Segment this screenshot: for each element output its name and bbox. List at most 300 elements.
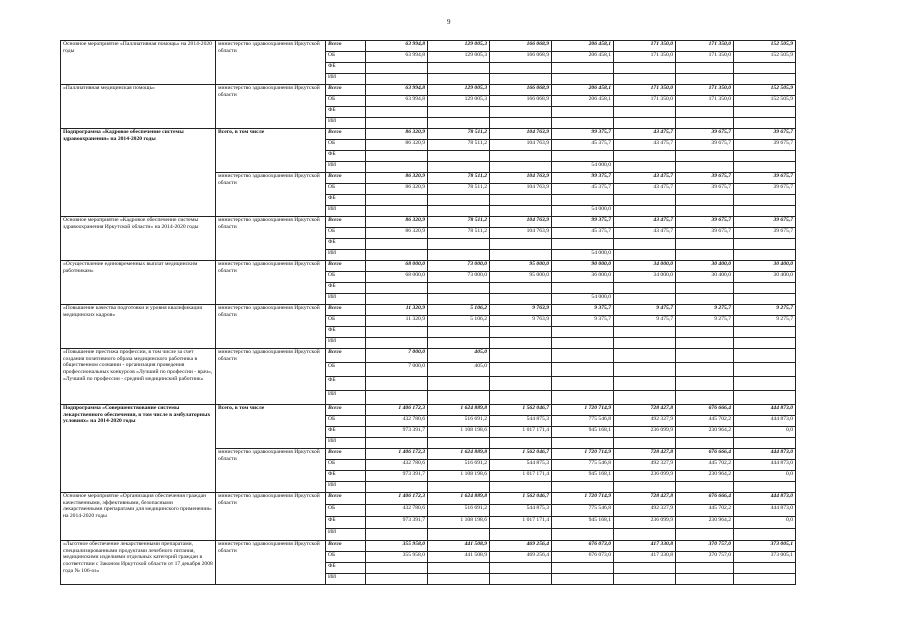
funding-source: ИИ bbox=[326, 574, 366, 585]
executor-cell: министерство здравоохранения Иркутской области bbox=[216, 349, 326, 405]
value-cell bbox=[366, 283, 428, 294]
value-cell: 43 475,7 bbox=[614, 140, 676, 151]
value-cell bbox=[552, 151, 614, 162]
funding-source: ФБ bbox=[326, 239, 366, 250]
value-cell: 39 675,7 bbox=[734, 173, 796, 184]
funding-source: ОБ bbox=[326, 140, 366, 151]
value-cell: 39 675,7 bbox=[676, 217, 734, 228]
page-number: 9 bbox=[447, 18, 451, 26]
value-cell bbox=[734, 107, 796, 118]
executor-cell: министерство здравоохранения Иркутской области bbox=[216, 261, 326, 305]
value-cell bbox=[734, 438, 796, 449]
value-cell: 432 780,6 bbox=[366, 505, 428, 517]
value-cell bbox=[552, 283, 614, 294]
value-cell: 78 511,2 bbox=[428, 129, 490, 140]
value-cell: 236 099,9 bbox=[614, 427, 676, 438]
value-cell: 5 106,2 bbox=[428, 316, 490, 327]
value-cell bbox=[552, 529, 614, 541]
table-row bbox=[61, 305, 796, 316]
value-cell: 370 757,0 bbox=[676, 541, 734, 552]
value-cell: 9 275,7 bbox=[734, 316, 796, 327]
value-cell: 36 000,0 bbox=[552, 272, 614, 283]
value-cell bbox=[552, 391, 614, 405]
value-cell: 544 875,3 bbox=[490, 505, 552, 517]
value-cell: 34 000,0 bbox=[614, 272, 676, 283]
executor-cell: Всего, в том числе bbox=[216, 129, 326, 173]
value-cell bbox=[552, 63, 614, 74]
funding-source: Всего bbox=[326, 41, 366, 52]
value-cell bbox=[366, 391, 428, 405]
value-cell bbox=[490, 239, 552, 250]
value-cell: 373 005,1 bbox=[734, 552, 796, 563]
value-cell: 99 375,7 bbox=[552, 129, 614, 140]
value-cell bbox=[366, 250, 428, 261]
value-cell: 1 624 889,8 bbox=[428, 493, 490, 505]
value-cell: 441 508,9 bbox=[428, 552, 490, 563]
funding-source: ОБ bbox=[326, 552, 366, 563]
funding-source: ИИ bbox=[326, 391, 366, 405]
value-cell bbox=[614, 107, 676, 118]
event-title: «Повышение престижа профессии, в том числе за счет создания позитивного образа медицинского работника в общественном сознании - организация проведения профессиональных конкурсов «Лучший по профессии - врач», «Лучший по профессии - средний медицинский работник» bbox=[61, 349, 216, 405]
value-cell bbox=[552, 349, 614, 363]
value-cell: 945 168,1 bbox=[552, 427, 614, 438]
value-cell bbox=[552, 574, 614, 585]
value-cell: 45 375,7 bbox=[552, 184, 614, 195]
table-row bbox=[61, 541, 796, 552]
value-cell bbox=[490, 195, 552, 206]
event-title: Подпрограмма «Совершенствование системы лекарственного обеспечения, в том числе в амбулаторных условиях» на 2014-2020 годы bbox=[61, 405, 216, 493]
funding-source: ОБ bbox=[326, 184, 366, 195]
funding-source: ОБ bbox=[326, 52, 366, 63]
value-cell bbox=[366, 574, 428, 585]
value-cell bbox=[676, 195, 734, 206]
value-cell: 129 005,3 bbox=[428, 52, 490, 63]
value-cell bbox=[366, 63, 428, 74]
value-cell bbox=[428, 574, 490, 585]
value-cell: 445 702,2 bbox=[676, 416, 734, 427]
value-cell bbox=[366, 294, 428, 305]
value-cell: 11 320,9 bbox=[366, 316, 428, 327]
value-cell bbox=[676, 162, 734, 173]
value-cell bbox=[428, 250, 490, 261]
value-cell: 152 505,9 bbox=[734, 52, 796, 63]
value-cell bbox=[366, 107, 428, 118]
value-cell: 63 994,8 bbox=[366, 85, 428, 96]
funding-source: ОБ bbox=[326, 460, 366, 471]
executor-cell: министерство здравоохранения Иркутской области bbox=[216, 217, 326, 261]
value-cell bbox=[490, 574, 552, 585]
value-cell: 9 763,9 bbox=[490, 316, 552, 327]
value-cell: 1 406 172,3 bbox=[366, 493, 428, 505]
funding-source: ИИ bbox=[326, 118, 366, 129]
value-cell: 775 546,8 bbox=[552, 416, 614, 427]
value-cell bbox=[734, 574, 796, 585]
executor-cell: министерство здравоохранения Иркутской области bbox=[216, 173, 326, 217]
value-cell: 78 511,2 bbox=[428, 228, 490, 239]
value-cell bbox=[428, 338, 490, 349]
funding-source: ФБ bbox=[326, 517, 366, 529]
event-title: «Повышение качества подготовки и уровня квалификации медицинских кадров» bbox=[61, 305, 216, 349]
funding-source: ОБ bbox=[326, 96, 366, 107]
value-cell: 444 873,0 bbox=[734, 449, 796, 460]
value-cell bbox=[614, 349, 676, 363]
value-cell bbox=[552, 377, 614, 391]
funding-source: ОБ bbox=[326, 505, 366, 517]
value-cell bbox=[614, 63, 676, 74]
value-cell bbox=[366, 195, 428, 206]
funding-source: Всего bbox=[326, 493, 366, 505]
value-cell bbox=[614, 118, 676, 129]
value-cell bbox=[734, 74, 796, 85]
value-cell bbox=[676, 563, 734, 574]
value-cell bbox=[614, 363, 676, 377]
value-cell bbox=[490, 294, 552, 305]
funding-source: Всего bbox=[326, 541, 366, 552]
value-cell: 166 068,9 bbox=[490, 96, 552, 107]
table-body bbox=[61, 41, 796, 585]
value-cell: 129 005,3 bbox=[428, 85, 490, 96]
value-cell: 1 624 889,8 bbox=[428, 405, 490, 416]
value-cell: 417 330,8 bbox=[614, 552, 676, 563]
value-cell: 1 108 198,6 bbox=[428, 471, 490, 482]
funding-source: Всего bbox=[326, 305, 366, 316]
value-cell bbox=[490, 349, 552, 363]
funding-source: Всего bbox=[326, 261, 366, 272]
table-row bbox=[61, 493, 796, 505]
value-cell: 7 000,0 bbox=[366, 363, 428, 377]
value-cell: 152 505,9 bbox=[734, 41, 796, 52]
value-cell: 63 994,8 bbox=[366, 41, 428, 52]
value-cell bbox=[676, 391, 734, 405]
funding-source: ФБ bbox=[326, 427, 366, 438]
value-cell: 9 375,7 bbox=[552, 316, 614, 327]
value-cell bbox=[428, 239, 490, 250]
event-title: Основное мероприятие «Паллиативная помощь» на 2014-2020 годы bbox=[61, 41, 216, 85]
value-cell: 676 666,4 bbox=[676, 449, 734, 460]
value-cell bbox=[734, 162, 796, 173]
value-cell: 68 000,0 bbox=[366, 261, 428, 272]
funding-source: ИИ bbox=[326, 338, 366, 349]
value-cell bbox=[428, 63, 490, 74]
value-cell: 1 017 171,4 bbox=[490, 471, 552, 482]
value-cell: 39 675,7 bbox=[734, 184, 796, 195]
value-cell bbox=[490, 363, 552, 377]
funding-source: Всего bbox=[326, 173, 366, 184]
executor-cell: министерство здравоохранения Иркутской области bbox=[216, 305, 326, 349]
value-cell bbox=[614, 250, 676, 261]
value-cell: 86 320,9 bbox=[366, 228, 428, 239]
value-cell: 0,0 bbox=[734, 517, 796, 529]
value-cell: 355 958,0 bbox=[366, 552, 428, 563]
value-cell: 417 330,8 bbox=[614, 541, 676, 552]
value-cell bbox=[734, 283, 796, 294]
value-cell: 68 000,0 bbox=[366, 272, 428, 283]
value-cell: 9 475,7 bbox=[614, 305, 676, 316]
value-cell: 1 562 046,7 bbox=[490, 449, 552, 460]
executor-cell: министерство здравоохранения Иркутской области bbox=[216, 493, 326, 541]
value-cell: 104 763,9 bbox=[490, 129, 552, 140]
value-cell bbox=[366, 151, 428, 162]
value-cell: 39 675,7 bbox=[734, 140, 796, 151]
value-cell: 43 475,7 bbox=[614, 228, 676, 239]
value-cell: 43 475,7 bbox=[614, 217, 676, 228]
value-cell bbox=[552, 107, 614, 118]
value-cell bbox=[614, 482, 676, 493]
value-cell bbox=[428, 151, 490, 162]
value-cell: 370 757,0 bbox=[676, 552, 734, 563]
funding-source: ФБ bbox=[326, 283, 366, 294]
value-cell: 544 875,3 bbox=[490, 460, 552, 471]
value-cell bbox=[366, 162, 428, 173]
value-cell: 171 350,0 bbox=[676, 52, 734, 63]
executor-cell: министерство здравоохранения Иркутской области bbox=[216, 541, 326, 585]
funding-source: Всего bbox=[326, 449, 366, 460]
value-cell: 373 005,1 bbox=[734, 541, 796, 552]
value-cell bbox=[366, 206, 428, 217]
value-cell: 1 108 198,6 bbox=[428, 427, 490, 438]
value-cell: 54 000,0 bbox=[552, 250, 614, 261]
value-cell: 516 691,2 bbox=[428, 460, 490, 471]
budget-table bbox=[60, 40, 796, 585]
value-cell: 1 562 046,7 bbox=[490, 405, 552, 416]
value-cell: 1 720 714,9 bbox=[552, 449, 614, 460]
value-cell: 206 458,1 bbox=[552, 85, 614, 96]
value-cell: 95 000,0 bbox=[490, 261, 552, 272]
value-cell: 171 350,0 bbox=[676, 41, 734, 52]
value-cell bbox=[428, 294, 490, 305]
funding-source: ФБ bbox=[326, 563, 366, 574]
value-cell bbox=[490, 162, 552, 173]
funding-source: ОБ bbox=[326, 316, 366, 327]
value-cell: 86 320,9 bbox=[366, 129, 428, 140]
funding-source: ФБ bbox=[326, 195, 366, 206]
value-cell: 230 964,2 bbox=[676, 427, 734, 438]
value-cell bbox=[614, 338, 676, 349]
value-cell bbox=[676, 118, 734, 129]
value-cell bbox=[676, 63, 734, 74]
value-cell: 30 400,0 bbox=[676, 261, 734, 272]
value-cell bbox=[428, 206, 490, 217]
value-cell bbox=[490, 377, 552, 391]
event-title: Подпрограмма «Кадровое обеспечение системы здравоохранения» на 2014-2020 годы bbox=[61, 129, 216, 217]
value-cell bbox=[614, 283, 676, 294]
value-cell: 444 873,0 bbox=[734, 416, 796, 427]
value-cell: 86 320,9 bbox=[366, 217, 428, 228]
value-cell: 469 256,4 bbox=[490, 552, 552, 563]
value-cell: 492 327,9 bbox=[614, 505, 676, 517]
value-cell: 405,0 bbox=[428, 363, 490, 377]
value-cell: 171 350,0 bbox=[676, 85, 734, 96]
value-cell: 206 458,1 bbox=[552, 52, 614, 63]
value-cell bbox=[614, 294, 676, 305]
table-row bbox=[61, 129, 796, 140]
value-cell bbox=[734, 363, 796, 377]
value-cell: 63 994,8 bbox=[366, 96, 428, 107]
value-cell bbox=[734, 482, 796, 493]
funding-source: Всего bbox=[326, 405, 366, 416]
value-cell: 166 068,9 bbox=[490, 52, 552, 63]
value-cell bbox=[734, 118, 796, 129]
value-cell bbox=[366, 438, 428, 449]
value-cell bbox=[734, 327, 796, 338]
value-cell: 1 406 172,3 bbox=[366, 405, 428, 416]
value-cell: 1 720 714,9 bbox=[552, 405, 614, 416]
table-row bbox=[61, 41, 796, 52]
value-cell bbox=[552, 363, 614, 377]
value-cell bbox=[366, 239, 428, 250]
value-cell: 676 666,4 bbox=[676, 405, 734, 416]
value-cell: 129 005,3 bbox=[428, 41, 490, 52]
value-cell: 492 327,9 bbox=[614, 416, 676, 427]
value-cell: 206 458,1 bbox=[552, 96, 614, 107]
executor-cell: министерство здравоохранения Иркутской области bbox=[216, 41, 326, 85]
value-cell bbox=[490, 283, 552, 294]
value-cell: 95 000,0 bbox=[490, 272, 552, 283]
value-cell bbox=[676, 363, 734, 377]
value-cell bbox=[676, 574, 734, 585]
funding-source: ИИ bbox=[326, 206, 366, 217]
value-cell: 39 675,7 bbox=[734, 228, 796, 239]
value-cell: 104 763,9 bbox=[490, 184, 552, 195]
value-cell: 86 320,9 bbox=[366, 140, 428, 151]
value-cell: 9 375,7 bbox=[552, 305, 614, 316]
value-cell bbox=[676, 294, 734, 305]
value-cell bbox=[676, 74, 734, 85]
value-cell: 728 427,8 bbox=[614, 449, 676, 460]
value-cell: 516 691,2 bbox=[428, 505, 490, 517]
value-cell bbox=[552, 118, 614, 129]
value-cell bbox=[552, 563, 614, 574]
value-cell: 34 000,0 bbox=[614, 261, 676, 272]
value-cell: 1 406 172,3 bbox=[366, 449, 428, 460]
value-cell: 104 763,9 bbox=[490, 140, 552, 151]
value-cell: 104 763,9 bbox=[490, 217, 552, 228]
event-title: Основное мероприятие «Организация обеспечения граждан качественными, эффективными, безопасными лекарственными препаратами для медицинского применения» на 2014-2020 годы bbox=[61, 493, 216, 541]
value-cell: 1 720 714,9 bbox=[552, 493, 614, 505]
value-cell: 1 108 198,6 bbox=[428, 517, 490, 529]
value-cell bbox=[366, 529, 428, 541]
value-cell: 78 511,2 bbox=[428, 217, 490, 228]
value-cell bbox=[490, 118, 552, 129]
value-cell: 9 763,9 bbox=[490, 305, 552, 316]
value-cell bbox=[614, 327, 676, 338]
value-cell bbox=[552, 438, 614, 449]
value-cell bbox=[614, 162, 676, 173]
value-cell bbox=[428, 327, 490, 338]
value-cell: 90 000,0 bbox=[552, 261, 614, 272]
value-cell: 775 546,8 bbox=[552, 460, 614, 471]
value-cell: 45 375,7 bbox=[552, 228, 614, 239]
value-cell: 63 994,8 bbox=[366, 52, 428, 63]
funding-source: ФБ bbox=[326, 107, 366, 118]
value-cell: 444 873,0 bbox=[734, 505, 796, 517]
value-cell: 445 702,2 bbox=[676, 505, 734, 517]
value-cell: 676 073,0 bbox=[552, 541, 614, 552]
value-cell bbox=[490, 107, 552, 118]
value-cell: 104 763,9 bbox=[490, 228, 552, 239]
value-cell bbox=[734, 239, 796, 250]
funding-source: ИИ bbox=[326, 250, 366, 261]
value-cell: 54 000,0 bbox=[552, 206, 614, 217]
funding-source: ИИ bbox=[326, 74, 366, 85]
value-cell: 54 000,0 bbox=[552, 162, 614, 173]
funding-source: ОБ bbox=[326, 228, 366, 239]
value-cell bbox=[490, 338, 552, 349]
value-cell: 516 691,2 bbox=[428, 416, 490, 427]
value-cell: 676 073,0 bbox=[552, 552, 614, 563]
value-cell: 99 375,7 bbox=[552, 173, 614, 184]
value-cell: 945 168,1 bbox=[552, 471, 614, 482]
value-cell: 171 350,0 bbox=[614, 52, 676, 63]
value-cell bbox=[676, 239, 734, 250]
value-cell bbox=[428, 162, 490, 173]
funding-source: ИИ bbox=[326, 162, 366, 173]
value-cell bbox=[490, 206, 552, 217]
value-cell bbox=[734, 391, 796, 405]
value-cell bbox=[428, 438, 490, 449]
value-cell bbox=[366, 327, 428, 338]
value-cell: 129 005,3 bbox=[428, 96, 490, 107]
value-cell bbox=[676, 327, 734, 338]
value-cell: 78 511,2 bbox=[428, 184, 490, 195]
value-cell: 39 675,7 bbox=[676, 140, 734, 151]
value-cell: 0,0 bbox=[734, 427, 796, 438]
value-cell: 444 873,0 bbox=[734, 493, 796, 505]
value-cell bbox=[552, 239, 614, 250]
funding-source: ФБ bbox=[326, 377, 366, 391]
value-cell: 73 000,0 bbox=[428, 272, 490, 283]
value-cell bbox=[552, 482, 614, 493]
value-cell bbox=[552, 338, 614, 349]
value-cell bbox=[676, 206, 734, 217]
value-cell: 39 675,7 bbox=[676, 129, 734, 140]
value-cell: 43 475,7 bbox=[614, 129, 676, 140]
value-cell bbox=[614, 74, 676, 85]
value-cell bbox=[490, 563, 552, 574]
value-cell bbox=[490, 74, 552, 85]
funding-source: Всего bbox=[326, 129, 366, 140]
value-cell: 973 391,7 bbox=[366, 427, 428, 438]
value-cell: 166 068,9 bbox=[490, 41, 552, 52]
value-cell bbox=[552, 327, 614, 338]
value-cell: 43 475,7 bbox=[614, 173, 676, 184]
value-cell: 54 000,0 bbox=[552, 294, 614, 305]
value-cell bbox=[366, 118, 428, 129]
value-cell bbox=[676, 250, 734, 261]
value-cell bbox=[614, 151, 676, 162]
value-cell: 1 562 046,7 bbox=[490, 493, 552, 505]
value-cell: 78 511,2 bbox=[428, 140, 490, 151]
funding-source: ФБ bbox=[326, 471, 366, 482]
table-row bbox=[61, 405, 796, 416]
value-cell: 5 106,2 bbox=[428, 305, 490, 316]
value-cell: 30 400,0 bbox=[734, 272, 796, 283]
value-cell: 78 511,2 bbox=[428, 173, 490, 184]
value-cell bbox=[734, 250, 796, 261]
value-cell bbox=[552, 74, 614, 85]
value-cell bbox=[676, 283, 734, 294]
value-cell bbox=[614, 391, 676, 405]
funding-source: Всего bbox=[326, 349, 366, 363]
value-cell: 206 458,1 bbox=[552, 41, 614, 52]
value-cell bbox=[614, 438, 676, 449]
value-cell bbox=[366, 377, 428, 391]
value-cell: 171 350,0 bbox=[676, 96, 734, 107]
value-cell bbox=[734, 529, 796, 541]
value-cell: 775 546,8 bbox=[552, 505, 614, 517]
value-cell: 973 391,7 bbox=[366, 471, 428, 482]
value-cell bbox=[676, 529, 734, 541]
